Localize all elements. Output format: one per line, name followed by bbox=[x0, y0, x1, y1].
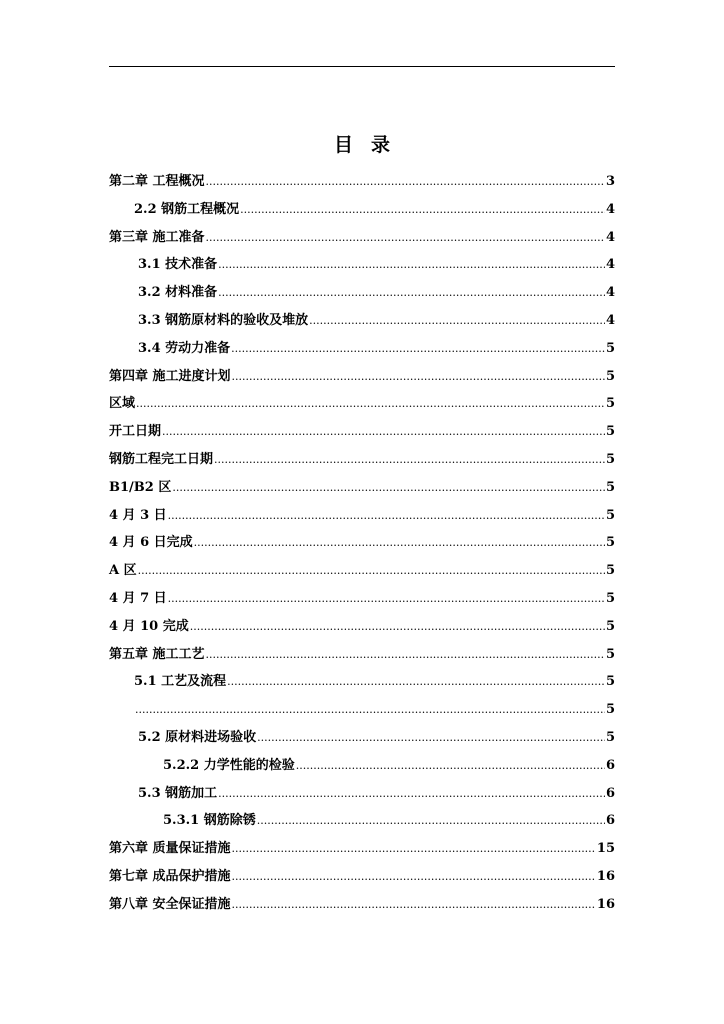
toc-entry-text: 开工日期 bbox=[109, 424, 162, 440]
dot-leader bbox=[162, 422, 605, 442]
toc-page-number: 5 bbox=[605, 479, 615, 495]
toc-entry-text: 第五章 施工工艺 bbox=[109, 646, 205, 662]
toc-entry[interactable] bbox=[109, 645, 615, 673]
dot-leader bbox=[218, 784, 605, 804]
dot-leader bbox=[206, 228, 605, 248]
toc-entry[interactable] bbox=[109, 867, 615, 895]
toc-entry[interactable] bbox=[109, 728, 615, 756]
dot-leader bbox=[206, 645, 605, 665]
toc-entry[interactable] bbox=[109, 700, 615, 728]
toc-entry[interactable] bbox=[109, 784, 615, 812]
toc-entry-text: 第六章 质量保证措施 bbox=[109, 841, 231, 857]
toc-entry[interactable] bbox=[109, 394, 615, 422]
toc-entry[interactable] bbox=[109, 756, 615, 784]
toc-entry[interactable] bbox=[109, 450, 615, 478]
toc-entry-text: 4 月 10 完成 bbox=[109, 618, 189, 634]
dot-leader bbox=[194, 533, 605, 553]
toc-entry-text: 5.3.1 钢筋除锈 bbox=[163, 813, 256, 829]
dot-leader bbox=[206, 172, 605, 192]
dot-leader bbox=[231, 339, 605, 359]
dot-leader bbox=[168, 589, 605, 609]
toc-entry-text: 4 月 7 日 bbox=[109, 590, 167, 606]
dot-leader bbox=[135, 700, 605, 720]
toc-entry[interactable] bbox=[109, 255, 615, 283]
dot-leader bbox=[232, 895, 596, 915]
toc-page-number: 4 bbox=[605, 312, 615, 328]
toc-entry[interactable] bbox=[109, 200, 615, 228]
dot-leader bbox=[257, 728, 605, 748]
toc-entry[interactable] bbox=[109, 895, 615, 923]
toc-entry-text: 3.2 材料准备 bbox=[138, 285, 218, 301]
toc-page-number: 15 bbox=[596, 841, 615, 857]
toc-entry[interactable] bbox=[109, 422, 615, 450]
dot-leader bbox=[232, 367, 605, 387]
toc-entry-text: 3.4 劳动力准备 bbox=[138, 340, 231, 356]
toc-page-number: 5 bbox=[605, 646, 615, 662]
toc-page-number: 5 bbox=[605, 674, 615, 690]
dot-leader bbox=[218, 255, 605, 275]
dot-leader bbox=[168, 506, 605, 526]
toc-entry[interactable] bbox=[109, 811, 615, 839]
toc-page-number: 4 bbox=[605, 257, 615, 273]
dot-leader bbox=[240, 200, 605, 220]
toc-entry[interactable] bbox=[109, 367, 615, 395]
toc-entry[interactable] bbox=[109, 339, 615, 367]
toc-entry-text: 5.2.2 力学性能的检验 bbox=[163, 757, 295, 773]
toc-entry[interactable] bbox=[109, 839, 615, 867]
toc-entry-text: 2.2 钢筋工程概况 bbox=[134, 201, 240, 217]
toc-entry[interactable] bbox=[109, 533, 615, 561]
toc-entry[interactable] bbox=[109, 506, 615, 534]
toc-entry-text: B1/B2 区 bbox=[109, 479, 172, 495]
toc-page-number: 5 bbox=[605, 368, 615, 384]
dot-leader bbox=[218, 283, 605, 303]
toc-page-number: 3 bbox=[605, 174, 615, 189]
toc-entry-text: 5.3 钢筋加工 bbox=[138, 785, 218, 801]
toc-page-number: 5 bbox=[605, 396, 615, 412]
toc-entry[interactable] bbox=[109, 617, 615, 645]
toc-entry[interactable] bbox=[109, 228, 615, 256]
toc-entry-text: 4 月 3 日 bbox=[109, 507, 167, 523]
toc-title: 目录 bbox=[333, 134, 408, 156]
toc-page-number: 5 bbox=[605, 451, 615, 467]
toc-entry-text: 第七章 成品保护措施 bbox=[109, 868, 231, 884]
toc-page-number: 5 bbox=[605, 535, 615, 551]
toc-page-number: 5 bbox=[605, 702, 615, 718]
toc-entry-text: 第四章 施工进度计划 bbox=[109, 368, 231, 384]
toc-entry-text: 5.2 原材料进场验收 bbox=[138, 729, 257, 745]
dot-leader bbox=[232, 839, 596, 859]
toc-entry-text: 3.3 钢筋原材料的验收及堆放 bbox=[138, 312, 309, 328]
toc-entry-text: 区域 bbox=[109, 396, 136, 412]
toc-page-number: 6 bbox=[605, 785, 615, 801]
dot-leader bbox=[227, 672, 605, 692]
toc-entry[interactable] bbox=[109, 311, 615, 339]
toc-page-number: 4 bbox=[605, 229, 615, 245]
dot-leader bbox=[296, 756, 605, 776]
toc-page-number: 6 bbox=[605, 813, 615, 829]
toc-entry-text: 第三章 施工准备 bbox=[109, 229, 205, 245]
dot-leader bbox=[138, 561, 605, 581]
toc-page-number: 5 bbox=[605, 424, 615, 440]
toc-entry-text: 钢筋工程完工日期 bbox=[109, 451, 214, 467]
toc-entry[interactable] bbox=[109, 672, 615, 700]
toc-entry-text: 5.1 工艺及流程 bbox=[134, 674, 227, 690]
dot-leader bbox=[214, 450, 605, 470]
toc-page-number: 5 bbox=[605, 618, 615, 634]
dot-leader bbox=[257, 811, 605, 831]
toc-entry-text: 第二章 工程概况 bbox=[109, 174, 205, 189]
toc-page-number: 16 bbox=[596, 896, 615, 912]
toc-entry[interactable] bbox=[109, 478, 615, 506]
header-rule bbox=[109, 66, 615, 67]
toc-page-number: 5 bbox=[605, 563, 615, 579]
toc-entry[interactable] bbox=[109, 283, 615, 311]
toc-page-number: 5 bbox=[605, 590, 615, 606]
toc-page-number: 4 bbox=[605, 285, 615, 301]
toc-page-number: 5 bbox=[605, 729, 615, 745]
toc-entry-text: 4 月 6 日完成 bbox=[109, 535, 193, 551]
toc-page-number: 4 bbox=[605, 201, 615, 217]
toc-entry-text: 3.1 技术准备 bbox=[138, 257, 218, 273]
toc-entry-text: A 区 bbox=[109, 563, 137, 579]
toc-page-number: 6 bbox=[605, 757, 615, 773]
dot-leader bbox=[172, 478, 605, 498]
dot-leader bbox=[190, 617, 605, 637]
toc-list bbox=[109, 172, 615, 923]
dot-leader bbox=[232, 867, 596, 887]
toc-page-number: 5 bbox=[605, 507, 615, 523]
toc-page-number: 16 bbox=[596, 868, 615, 884]
toc-entry[interactable] bbox=[109, 561, 615, 589]
dot-leader bbox=[136, 394, 605, 414]
toc-entry-text: 第八章 安全保证措施 bbox=[109, 896, 231, 912]
toc-entry[interactable] bbox=[109, 172, 615, 200]
toc-entry[interactable] bbox=[109, 589, 615, 617]
toc-page-number: 5 bbox=[605, 340, 615, 356]
dot-leader bbox=[309, 311, 605, 331]
